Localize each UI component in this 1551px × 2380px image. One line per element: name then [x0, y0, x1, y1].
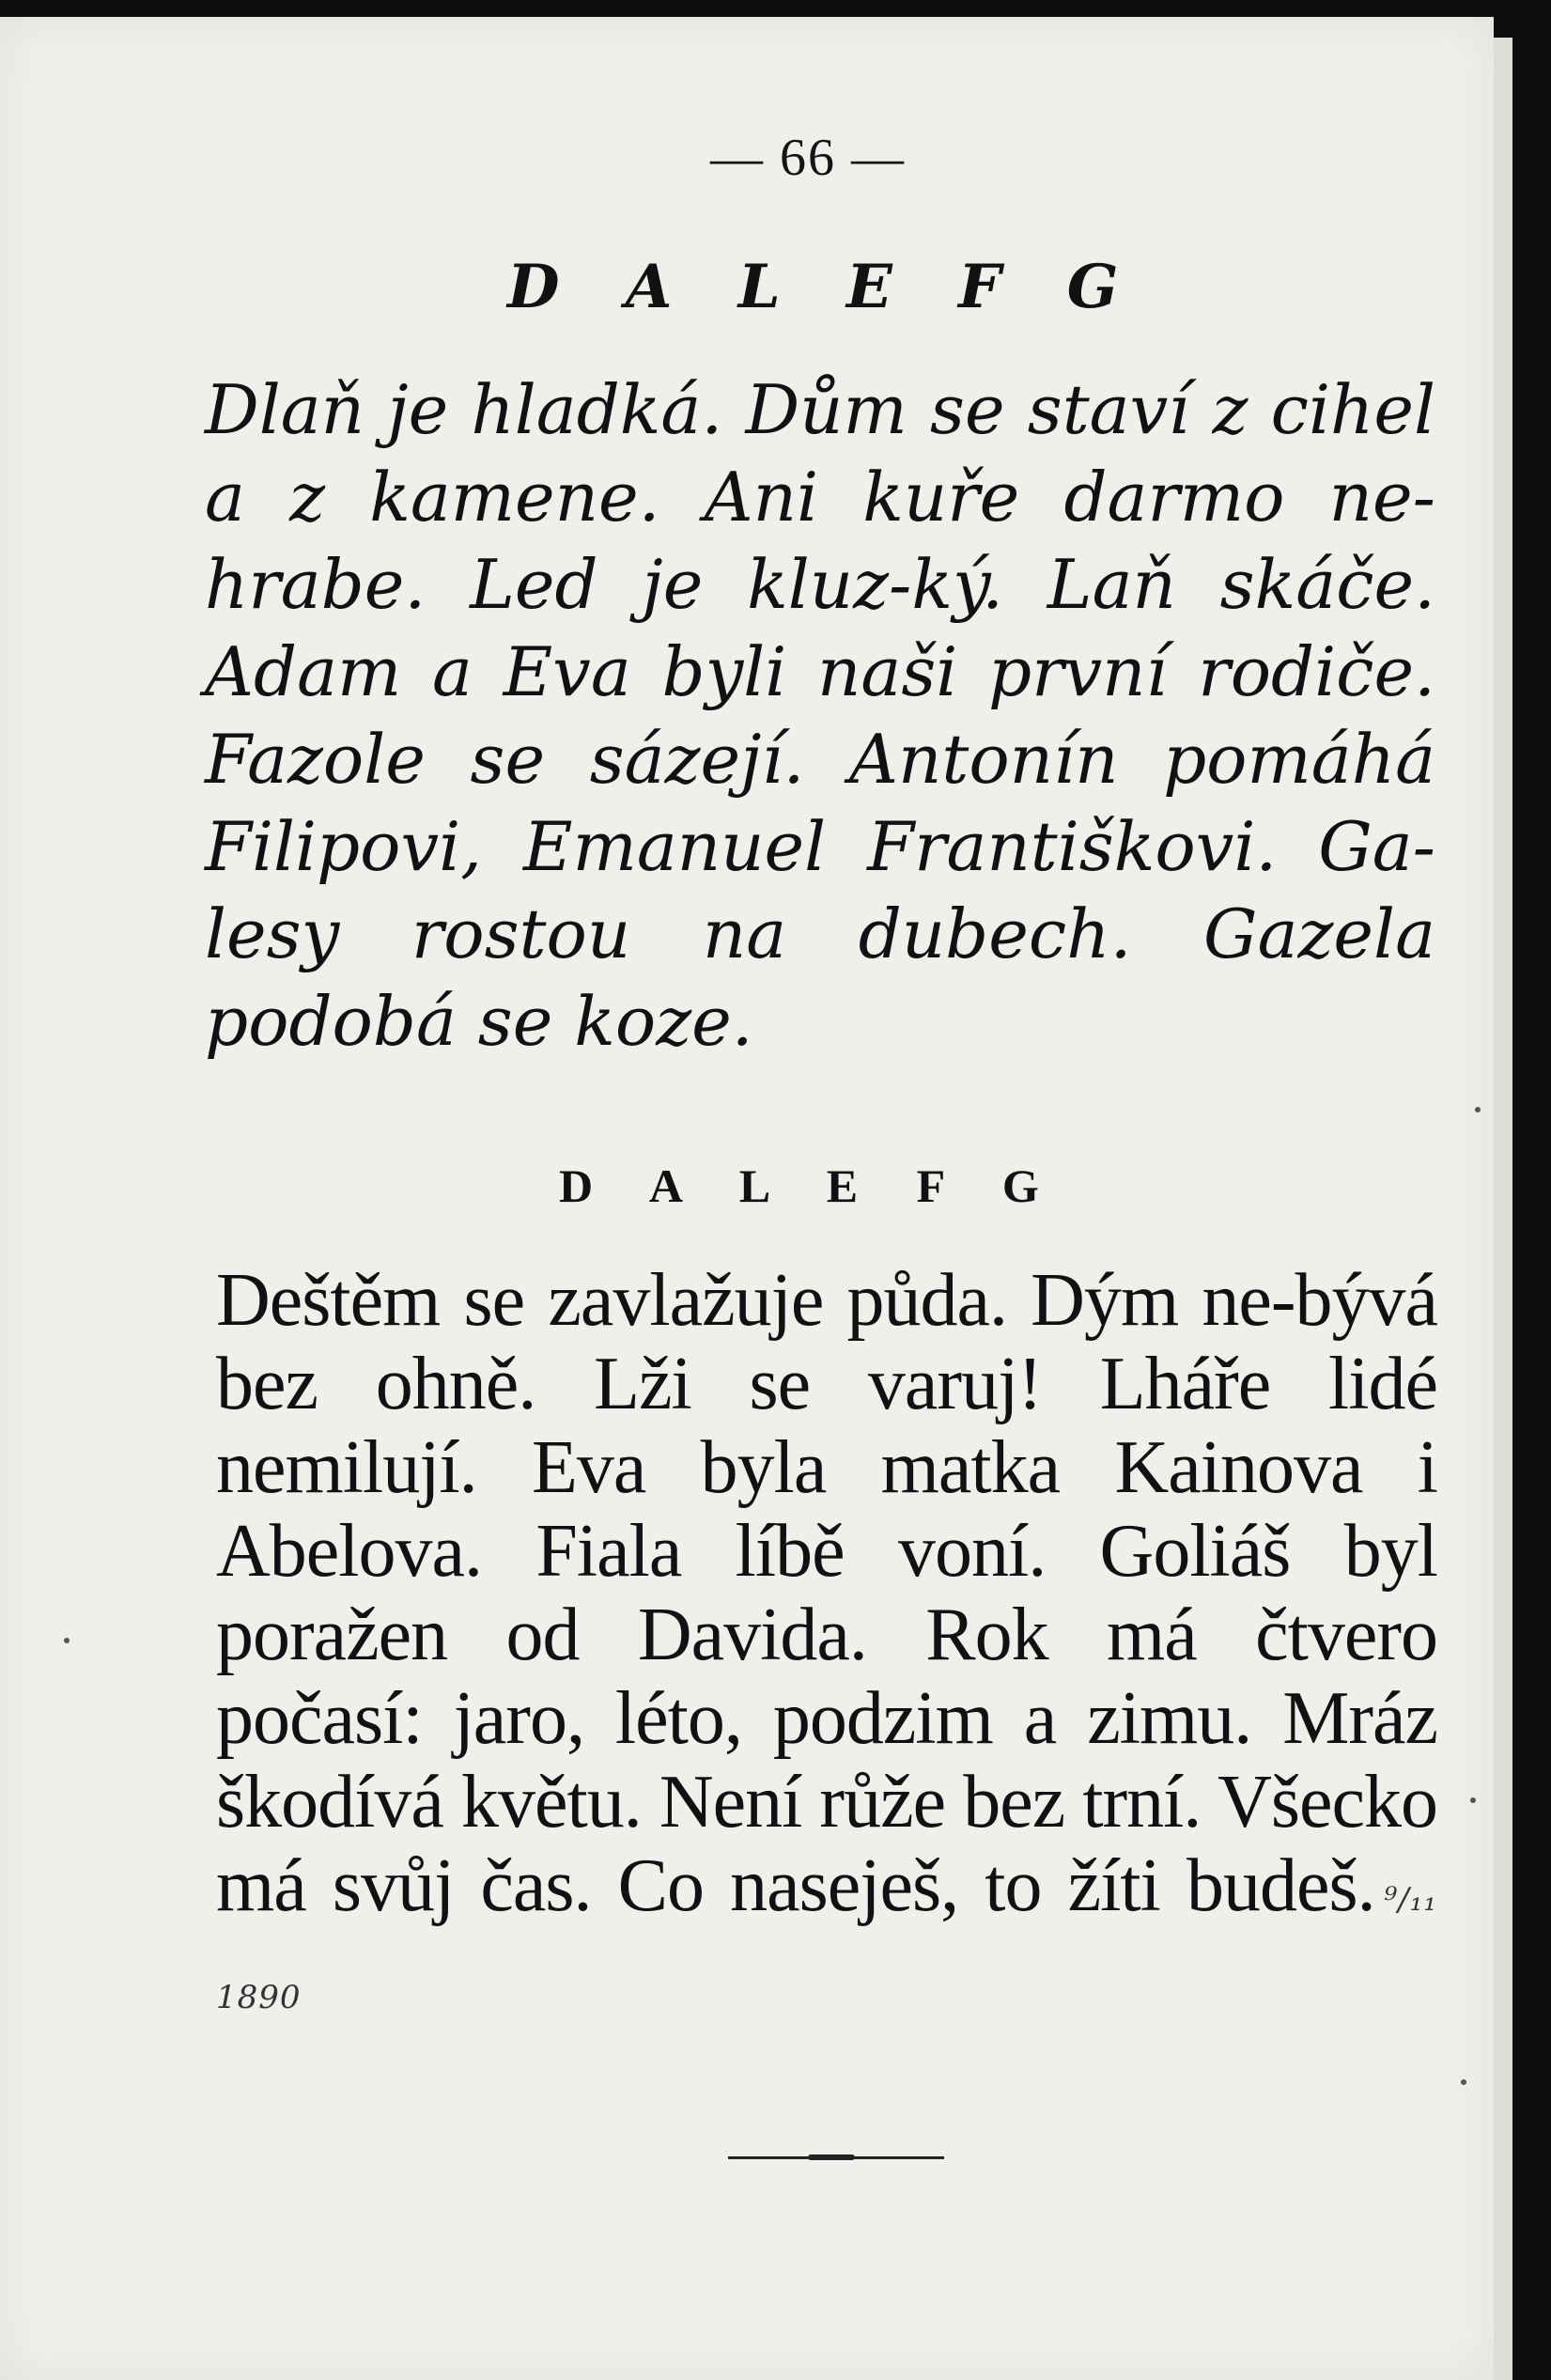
paper-speck: [1475, 1107, 1481, 1112]
paper-speck: [1461, 2079, 1466, 2085]
italic-letters-heading: D A L E F G: [507, 252, 1123, 322]
book-page: [0, 17, 1494, 2380]
page-edge: [1494, 38, 1512, 2380]
upright-letters-heading: D A L E F G: [559, 1159, 1043, 1212]
paper-speck: [1470, 1797, 1476, 1803]
roman-paragraph-text: Deštěm se zavlažuje půda. Dým ne-bývá bez ohně. Lži se varuj! Lháře lidé nemilují. Eva byla matka Kainova i Abelova. Fiala líbě voní. Goliáš byl poražen od Davida. Rok má čtvero počasí: jaro, léto, podzim a zimu. Mráz škodívá květu. Není růže bez trní. Všecko má svůj čas. Co naseješ, to žíti budeš.: [216, 1259, 1437, 1927]
page-number: — 66 —: [710, 129, 906, 187]
section-divider: [728, 2156, 944, 2159]
paper-speck: [64, 1638, 70, 1643]
italic-reading-paragraph: Dlaň je hladká. Dům se staví z cihel a z kamene. Ani kuře darmo ne-hrabe. Led je kluz-ký. Laň skáče. Adam a Eva byli naši první rodiče. Fazole se sázejí. Antonín pomáhá Filipovi, Emanuel Františkovi. Ga-lesy rostou na dubech. Gazela podobá se koze.: [205, 370, 1435, 1061]
roman-reading-paragraph: [216, 1259, 1437, 2040]
handwritten-date: ⁹/₁₁ 1890: [216, 1881, 1437, 2016]
